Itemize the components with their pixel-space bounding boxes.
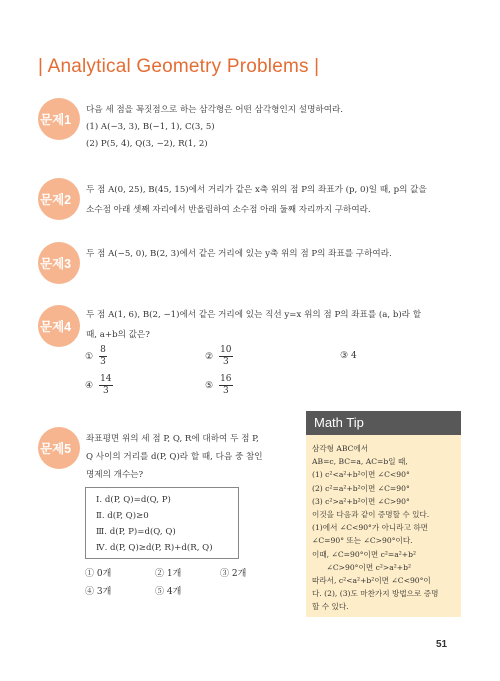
problem-badge: 문제5	[38, 427, 80, 469]
answer-option: ④ $\frac{14}{3}$	[85, 374, 112, 396]
tip-line: 다. (2), (3)도 마찬가지 방법으로 증명	[312, 589, 439, 599]
problem-subitem: (1) A(−3, 3), B(−1, 1), C(3, 5)	[86, 122, 215, 132]
problem-text: 소수점 아래 셋째 자리에서 반올림하여 소수점 아래 둘째 자리까지 구하여라.	[86, 205, 371, 215]
answer-option: ① $\frac{8}{3}$	[85, 345, 106, 367]
answer-option: ① 0개	[85, 569, 112, 579]
tip-line: (2) c²=a²+b²이면 ∠C=90°	[312, 483, 410, 493]
tip-line: (1) c²<a²+b²이면 ∠C<90°	[312, 470, 410, 480]
problem-badge: 문제3	[38, 242, 80, 284]
proposition: Ⅲ. d(P, P)=d(Q, Q)	[96, 527, 176, 537]
tip-line: (3) c²>a²+b²이면 ∠C>90°	[312, 496, 410, 506]
problem-badge: 문제1	[38, 98, 80, 140]
answer-option: ② 1개	[155, 569, 182, 579]
tip-line: 따라서, c²<a²+b²이면 ∠C<90°이	[312, 576, 431, 586]
answer-option: ⑤ 4개	[155, 587, 182, 597]
propositions-box	[85, 487, 239, 559]
math-tip-panel	[306, 411, 461, 617]
problem-badge: 문제2	[38, 178, 80, 220]
tip-line: 삼각형 ABC에서	[312, 444, 369, 453]
answer-option: ③ 4	[340, 351, 357, 361]
problem-subitem: (2) P(5, 4), Q(3, −2), R(1, 2)	[86, 139, 208, 149]
proposition: Ⅰ. d(P, Q)=d(Q, P)	[96, 495, 171, 505]
problem-text: 두 점 A(1, 6), B(2, −1)에서 같은 거리에 있는 직선 y=x 위의 점 P의 좌표를 (a, b)라 할	[86, 310, 422, 320]
answer-option: ② $\frac{10}{3}$	[205, 345, 232, 367]
proposition: Ⅱ. d(P, Q)≥0	[96, 511, 149, 521]
page-number: 51	[436, 639, 448, 650]
answer-option: ⑤ $\frac{16}{3}$	[205, 374, 232, 396]
problem-text: 다음 세 점을 꼭짓점으로 하는 삼각형은 어떤 삼각형인지 설명하여라.	[86, 105, 344, 115]
problem-text: 명제의 개수는?	[86, 470, 144, 480]
problem-text: Q 사이의 거리를 d(P, Q)라 할 때, 다음 중 참인	[86, 452, 263, 462]
tip-line: 이때, ∠C=90°이면 c²=a²+b²	[312, 549, 417, 559]
problem-text: 두 점 A(0, 25), B(45, 15)에서 거리가 같은 x축 위의 점 P의 좌표가 (p, 0)일 때, p의 값을	[86, 185, 427, 195]
tip-line: ∠C=90° 또는 ∠C>90°이다.	[312, 536, 413, 546]
answer-option: ③ 2개	[220, 569, 247, 579]
proposition: Ⅳ. d(P, Q)≥d(P, R)+d(R, Q)	[96, 543, 213, 553]
math-tip-body	[312, 442, 438, 614]
tip-line: 이것을 다음과 같이 증명할 수 있다.	[312, 510, 430, 520]
problem-text: 두 점 A(−5, 0), B(2, 3)에서 같은 거리에 있는 y축 위의 점 P의 좌표를 구하여라.	[86, 249, 392, 259]
answer-option: ④ 3개	[85, 587, 112, 597]
tip-line: 할 수 있다.	[312, 602, 349, 612]
math-tip-header: Math Tip	[306, 411, 461, 435]
problem-text: 때, a+b의 값은?	[86, 330, 150, 340]
page-title: | Analytical Geometry Problems |	[38, 56, 320, 77]
problem-text: 좌표평면 위의 세 점 P, Q, R에 대하여 두 점 P,	[86, 434, 259, 444]
tip-line: AB=c, BC=a, AC=b일 때,	[312, 457, 408, 467]
tip-line: (1)에서 ∠C<90°가 아니라고 하면	[312, 523, 429, 533]
tip-line: ∠C>90°이면 c²>a²+b²	[312, 562, 412, 572]
problem-badge: 문제4	[38, 305, 80, 347]
